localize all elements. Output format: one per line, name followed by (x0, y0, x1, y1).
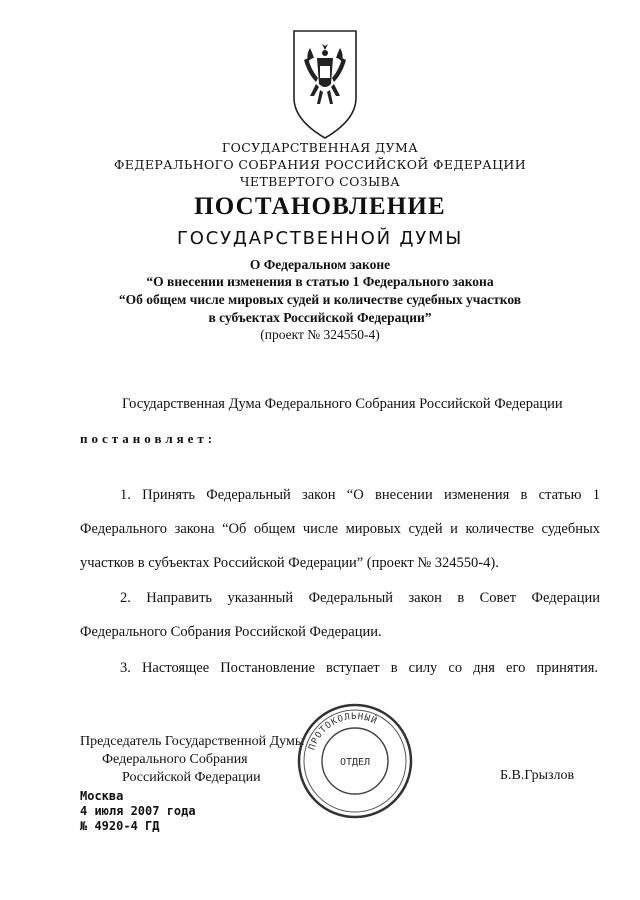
protocol-department-stamp (296, 702, 414, 820)
header-line-2: ФЕДЕРАЛЬНОГО СОБРАНИЯ РОССИЙСКОЙ ФЕДЕРАЦИИ (113, 157, 527, 172)
subject-line-4: в субъектах Российской Федерации” (208, 310, 432, 325)
signatory-title-line-1: Председатель Государственной Думы (80, 734, 305, 749)
footer-place: Москва (80, 789, 124, 803)
document-title: ПОСТАНОВЛЕНИЕ (194, 193, 446, 220)
intro-text: Государственная Дума Федерального Собрания Российской Федерации (122, 396, 563, 412)
footer-date: 4 июля 2007 года (80, 804, 196, 818)
item-2-line-2: Федерального Собрания Российской Федерации. (80, 624, 382, 640)
subject-line-3: “Об общем числе мировых судей и количестве судебных участков (118, 292, 522, 307)
footer-number: № 4920-4 ГД (80, 819, 160, 833)
seal-center-text: ОТДЕЛ (339, 757, 371, 768)
item-1-line-3: участков в субъектах Российской Федерации” (проект № 324550-4). (80, 555, 499, 571)
resolves-text: постановляет: (80, 431, 217, 446)
item-2-line-1: 2. Направить указанный Федеральный закон в Совет Федерации (120, 590, 600, 606)
item-1-line-1: 1. Принять Федеральный закон “О внесении изменения в статью 1 (120, 487, 600, 503)
coat-of-arms-icon (290, 28, 360, 140)
seal-ring-text: ПРОТОКОЛЬНЫЙ (307, 711, 379, 752)
item-1-line-2: Федерального закона “Об общем числе мировых судей и количестве судебных (80, 521, 600, 537)
document-subtitle: ГОСУДАРСТВЕННОЙ ДУМЫ (176, 228, 464, 249)
signatory-name: Б.В.Грызлов (500, 768, 575, 783)
project-number: (проект № 324550-4) (260, 327, 380, 342)
header-line-1: ГОСУДАРСТВЕННАЯ ДУМА (221, 140, 419, 155)
signatory-title-line-2: Федерального Собрания (102, 752, 248, 767)
item-3-line-1: 3. Настоящее Постановление вступает в силу со дня его принятия. (120, 660, 598, 676)
subject-line-1: О Федеральном законе (249, 257, 391, 272)
signatory-title-line-3: Российской Федерации (122, 770, 261, 785)
header-line-3: ЧЕТВЕРТОГО СОЗЫВА (239, 174, 401, 189)
subject-line-2: “О внесении изменения в статью 1 Федерального закона (146, 274, 494, 289)
